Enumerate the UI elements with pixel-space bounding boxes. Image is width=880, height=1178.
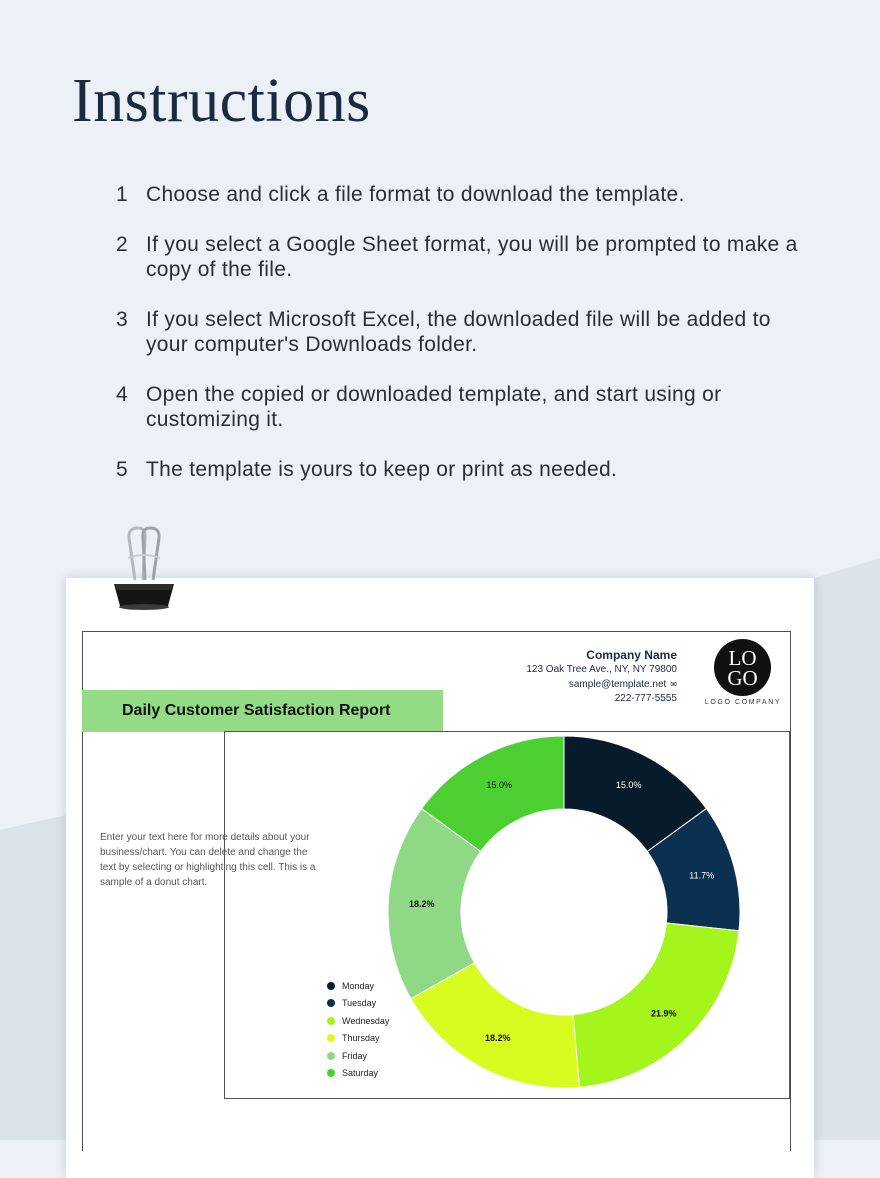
- legend-label: Monday: [342, 980, 375, 991]
- step-text: Open the copied or downloaded template, and start using or customizing it.: [146, 383, 722, 431]
- legend-color-dot: [327, 1017, 335, 1025]
- legend-label: Friday: [342, 1050, 368, 1061]
- company-email: sample@template.net: [568, 678, 667, 690]
- donut-chart-canvas: [225, 732, 791, 1100]
- legend-color-dot: [327, 999, 335, 1007]
- slice-value-label: 11.7%: [689, 870, 715, 881]
- instruction-list: [116, 182, 816, 507]
- step-text: If you select Microsoft Excel, the downloaded file will be added to your computer's Downloads folder.: [146, 308, 771, 356]
- slice-value-label: 15.0%: [486, 780, 513, 791]
- legend-item: [327, 977, 389, 995]
- legend-color-dot: [327, 982, 335, 990]
- legend-color-dot: [327, 1069, 335, 1077]
- donut-chart: [224, 731, 790, 1099]
- instruction-step: [116, 382, 816, 432]
- slice-value-label: 18.2%: [484, 1033, 511, 1044]
- company-name: Company Name: [586, 648, 677, 662]
- page-title: Instructions: [72, 67, 371, 135]
- slice-value-label: 21.9%: [651, 1008, 677, 1019]
- instruction-step: [116, 457, 816, 482]
- step-number: 3: [116, 308, 128, 331]
- logo-text-bottom: GO: [727, 665, 758, 690]
- instruction-step: [116, 307, 816, 357]
- step-number: 2: [116, 233, 128, 256]
- legend-color-dot: [327, 1034, 335, 1042]
- step-number: 1: [116, 183, 128, 206]
- step-text: If you select a Google Sheet format, you will be prompted to make a copy of the file.: [146, 233, 798, 281]
- slice-value-label: 18.2%: [408, 898, 435, 909]
- company-phone: 222-777-5555: [614, 693, 677, 704]
- legend-item: [327, 1030, 389, 1048]
- report-description: Enter your text here for more details about your business/chart. You can delete and change the text by selecting or highlighting this cell. This is a sample of a donut chart.: [100, 832, 316, 888]
- company-address: 123 Oak Tree Ave., NY, NY 79800: [526, 664, 677, 675]
- instruction-step: [116, 182, 816, 207]
- envelope-icon: ✉: [670, 679, 677, 689]
- legend-label: Wednesday: [342, 1015, 390, 1026]
- binder-clip-icon: [108, 524, 180, 612]
- logo-caption: LOGO COMPANY: [704, 699, 782, 706]
- step-number: 5: [116, 458, 128, 481]
- step-text: Choose and click a file format to download the template.: [146, 183, 685, 206]
- legend-label: Tuesday: [342, 998, 377, 1009]
- legend-item: [327, 995, 389, 1013]
- legend-item: [327, 1012, 389, 1030]
- slice-value-label: 15.0%: [615, 780, 642, 791]
- legend-label: Saturday: [342, 1068, 379, 1079]
- logo-text-top: LO: [728, 645, 757, 670]
- report-title: Daily Customer Satisfaction Report: [82, 690, 443, 732]
- donut-slice-wednesday: [573, 923, 739, 1087]
- company-email-row: [526, 678, 677, 693]
- legend-item: [327, 1047, 389, 1065]
- company-logo: [714, 639, 771, 696]
- chart-legend: [327, 977, 389, 1082]
- instruction-step: [116, 232, 816, 282]
- step-number: 4: [116, 383, 128, 406]
- company-info: [526, 647, 677, 707]
- legend-color-dot: [327, 1052, 335, 1060]
- step-text: The template is yours to keep or print as needed.: [146, 458, 618, 481]
- legend-item: [327, 1065, 389, 1083]
- legend-label: Thursday: [342, 1033, 380, 1044]
